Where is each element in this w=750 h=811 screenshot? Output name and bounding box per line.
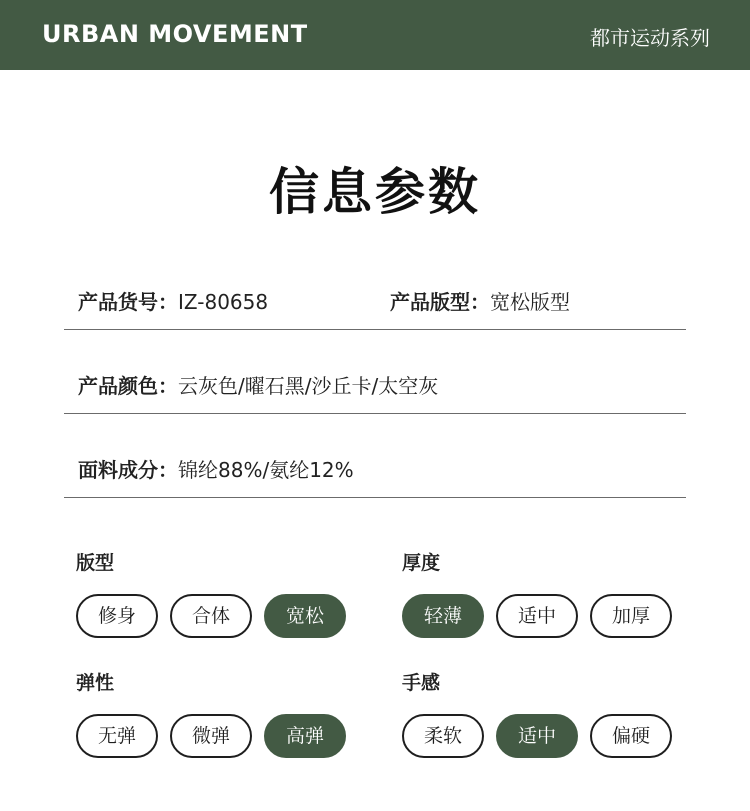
- fit-group: [76, 548, 324, 627]
- product-code-label: 产品货号：: [78, 290, 178, 314]
- thickness-options: [402, 594, 702, 638]
- elasticity-option[interactable]: 微弹: [170, 714, 252, 758]
- page-title: 信息参数: [269, 163, 481, 221]
- brand-name: URBAN MOVEMENT: [42, 20, 308, 48]
- product-fit-label: 产品版型：: [390, 290, 490, 314]
- product-fit-value: 宽松版型: [490, 290, 570, 314]
- fabric-composition: [78, 454, 354, 483]
- fabric-composition-label: 面料成分：: [78, 458, 178, 482]
- info-row-code-fit: [64, 246, 686, 330]
- info-row-colors: [64, 330, 686, 414]
- product-fit: [390, 286, 570, 315]
- series-name: 都市运动系列: [590, 26, 710, 50]
- thickness-option[interactable]: 适中: [496, 594, 578, 638]
- thickness-group-label: 厚度: [402, 552, 441, 574]
- elasticity-group: [76, 668, 324, 747]
- elasticity-options: [76, 714, 376, 758]
- feel-group: [402, 668, 650, 747]
- header-bar: [0, 0, 750, 70]
- feel-option[interactable]: 适中: [496, 714, 578, 758]
- thickness-group: [402, 548, 650, 627]
- fabric-composition-value: 锦纶88%/氨纶12%: [178, 458, 354, 482]
- feel-option[interactable]: 柔软: [402, 714, 484, 758]
- product-colors-value: 云灰色/曜石黑/沙丘卡/太空灰: [178, 374, 439, 398]
- product-colors-label: 产品颜色：: [78, 374, 178, 398]
- elasticity-group-label: 弹性: [76, 672, 115, 694]
- thickness-option[interactable]: 加厚: [590, 594, 672, 638]
- feel-options: [402, 714, 702, 758]
- fit-option[interactable]: 合体: [170, 594, 252, 638]
- product-colors: [78, 370, 438, 399]
- fit-option[interactable]: 修身: [76, 594, 158, 638]
- info-row-fabric: [64, 414, 686, 498]
- thickness-option[interactable]: 轻薄: [402, 594, 484, 638]
- product-code-value: IZ-80658: [178, 290, 269, 314]
- fit-option[interactable]: 宽松: [264, 594, 346, 638]
- elasticity-option[interactable]: 高弹: [264, 714, 346, 758]
- product-code: [78, 286, 268, 315]
- elasticity-option[interactable]: 无弹: [76, 714, 158, 758]
- feel-group-label: 手感: [402, 672, 441, 694]
- fit-options: [76, 594, 376, 638]
- fit-group-label: 版型: [76, 552, 115, 574]
- feel-option[interactable]: 偏硬: [590, 714, 672, 758]
